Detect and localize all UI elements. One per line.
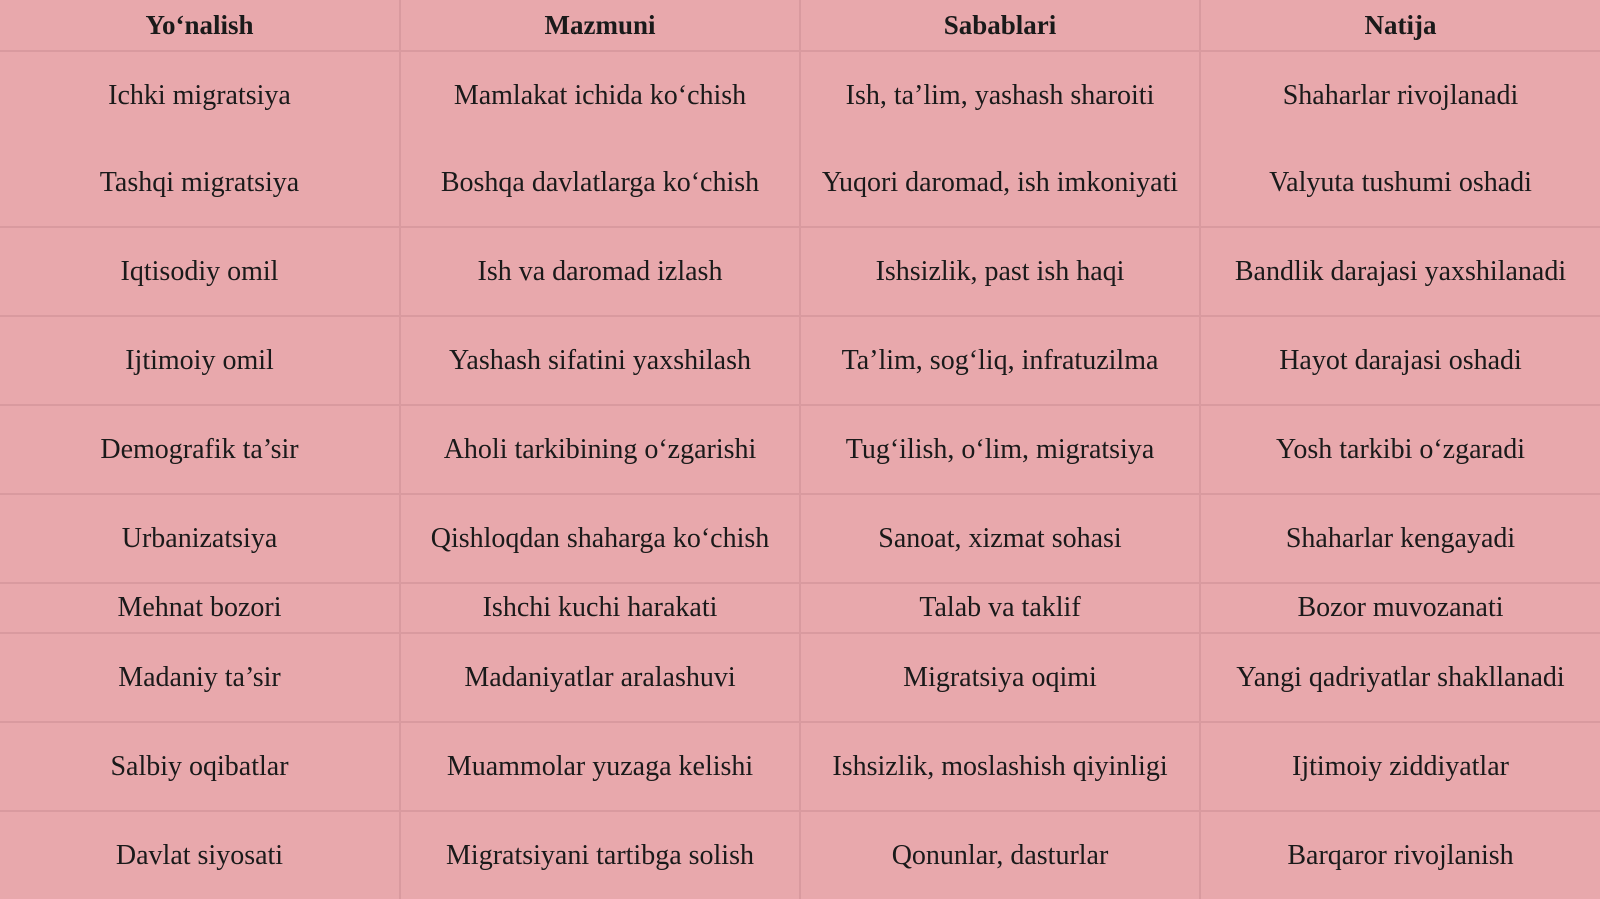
table-cell: Mamlakat ichida ko‘chish	[400, 51, 800, 139]
table-row	[0, 811, 1600, 899]
table-cell: Ijtimoiy ziddiyatlar	[1200, 722, 1600, 811]
table-row	[0, 583, 1600, 633]
table-cell: Ijtimoiy omil	[0, 316, 400, 405]
table-cell: Barqaror rivojlanish	[1200, 811, 1600, 899]
table-cell: Muammolar yuzaga kelishi	[400, 722, 800, 811]
table-cell: Qishloqdan shaharga ko‘chish	[400, 494, 800, 583]
table-cell: Ta’lim, sog‘liq, infratuzilma	[800, 316, 1200, 405]
table-cell: Iqtisodiy omil	[0, 227, 400, 316]
table-cell: Ishchi kuchi harakati	[400, 583, 800, 633]
table-row	[0, 405, 1600, 494]
table-cell: Valyuta tushumi oshadi	[1200, 139, 1600, 227]
table-cell: Ishsizlik, past ish haqi	[800, 227, 1200, 316]
table-cell: Yosh tarkibi o‘zgaradi	[1200, 405, 1600, 494]
table-cell: Yuqori daromad, ish imkoniyati	[800, 139, 1200, 227]
table-cell: Ichki migratsiya	[0, 51, 400, 139]
table-cell: Yashash sifatini yaxshilash	[400, 316, 800, 405]
table-cell: Ishsizlik, moslashish qiyinligi	[800, 722, 1200, 811]
header-sabablari: Sabablari	[800, 0, 1200, 51]
table-cell: Bozor muvozanati	[1200, 583, 1600, 633]
table-cell: Tashqi migratsiya	[0, 139, 400, 227]
table-row	[0, 139, 1600, 227]
table-cell: Aholi tarkibining o‘zgarishi	[400, 405, 800, 494]
table-cell: Madaniy ta’sir	[0, 633, 400, 722]
table-cell: Hayot darajasi oshadi	[1200, 316, 1600, 405]
table-cell: Davlat siyosati	[0, 811, 400, 899]
table-cell: Tug‘ilish, o‘lim, migratsiya	[800, 405, 1200, 494]
table-cell: Ish va daromad izlash	[400, 227, 800, 316]
table-cell: Madaniyatlar aralashuvi	[400, 633, 800, 722]
table-cell: Yangi qadriyatlar shakllanadi	[1200, 633, 1600, 722]
table-cell: Migratsiya oqimi	[800, 633, 1200, 722]
header-yonalish: Yo‘nalish	[0, 0, 400, 51]
table-cell: Salbiy oqibatlar	[0, 722, 400, 811]
table-cell: Shaharlar kengayadi	[1200, 494, 1600, 583]
table-cell: Talab va taklif	[800, 583, 1200, 633]
table-cell: Mehnat bozori	[0, 583, 400, 633]
header-natija: Natija	[1200, 0, 1600, 51]
table-header-row	[0, 0, 1600, 51]
table-row	[0, 316, 1600, 405]
table-cell: Shaharlar rivojlanadi	[1200, 51, 1600, 139]
table-cell: Migratsiyani tartibga solish	[400, 811, 800, 899]
table-row	[0, 494, 1600, 583]
table-row	[0, 227, 1600, 316]
table-cell: Sanoat, xizmat sohasi	[800, 494, 1200, 583]
table-cell: Demografik ta’sir	[0, 405, 400, 494]
table-cell: Urbanizatsiya	[0, 494, 400, 583]
table-cell: Qonunlar, dasturlar	[800, 811, 1200, 899]
table-row	[0, 51, 1600, 139]
table-row	[0, 633, 1600, 722]
table-cell: Ish, ta’lim, yashash sharoiti	[800, 51, 1200, 139]
table-cell: Boshqa davlatlarga ko‘chish	[400, 139, 800, 227]
header-mazmuni: Mazmuni	[400, 0, 800, 51]
table-row	[0, 722, 1600, 811]
table-cell: Bandlik darajasi yaxshilanadi	[1200, 227, 1600, 316]
